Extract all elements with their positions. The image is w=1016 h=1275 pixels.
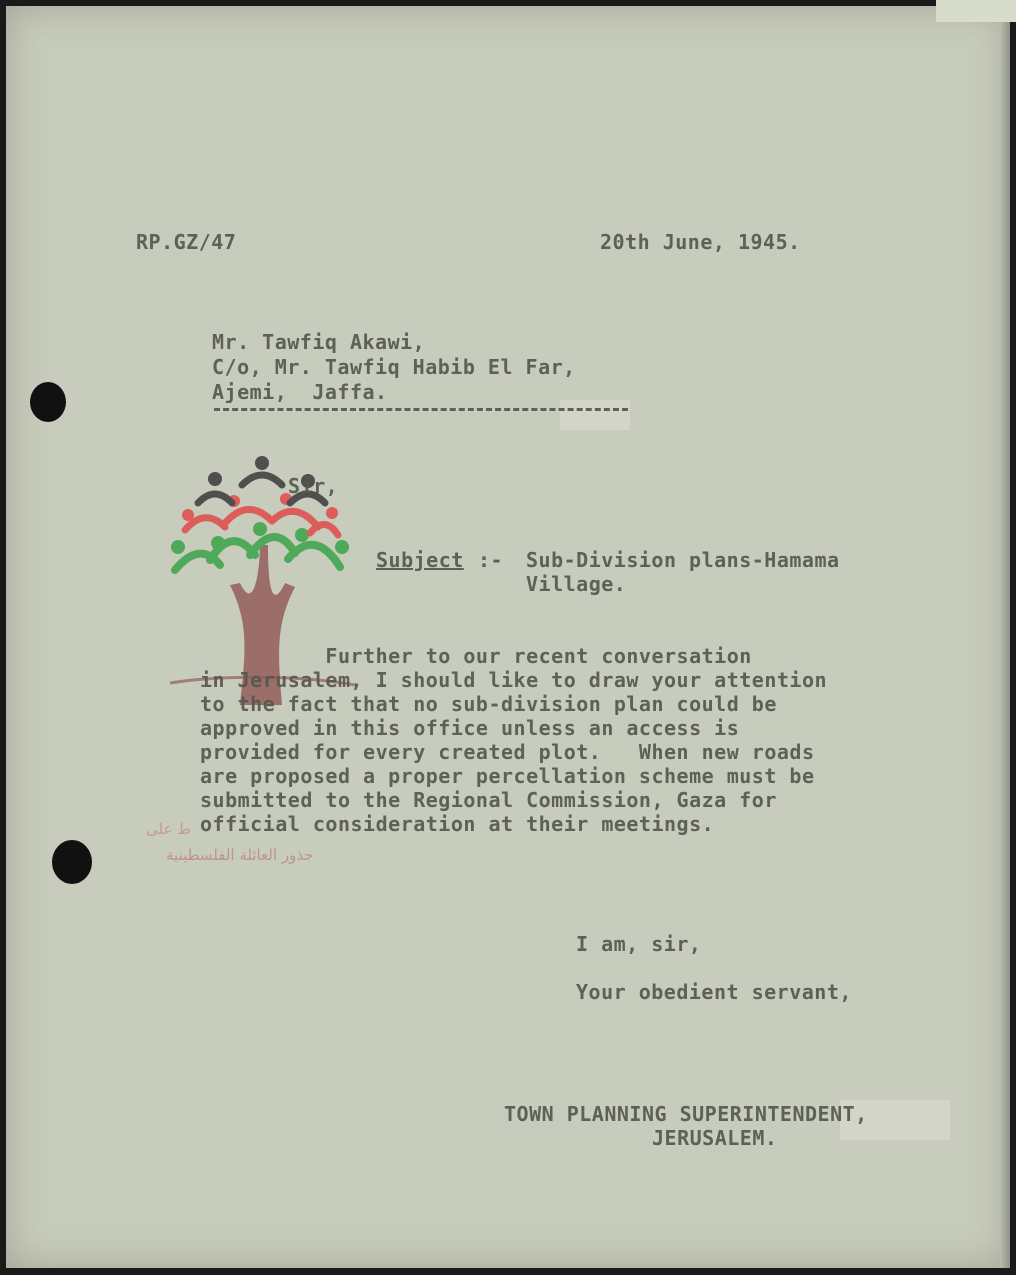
paper-corner [936, 0, 1016, 22]
body-line: approved in this office unless an access is [200, 716, 740, 740]
address-line: C/o, Mr. Tawfiq Habib El Far, [212, 355, 576, 379]
body-line: provided for every created plot. When new roads [200, 740, 815, 764]
watermark-text: ط على [146, 820, 192, 838]
body-line: official consideration at their meetings. [200, 812, 715, 836]
punch-hole [52, 840, 92, 884]
paper-edge [1000, 6, 1010, 1268]
body-line: Further to our recent conversation [200, 644, 752, 668]
subject-separator: :- [478, 548, 504, 572]
subject-line: Village. [526, 572, 627, 596]
body-line: submitted to the Regional Commission, Gaza for [200, 788, 777, 812]
closing-line: Your obedient servant, [576, 980, 852, 1004]
letter-paper [6, 6, 1009, 1268]
subject-label: Subject [376, 548, 464, 572]
closing-line: I am, sir, [576, 932, 702, 956]
address-line: Ajemi, Jaffa. [212, 380, 388, 404]
punch-hole [30, 382, 66, 422]
reference-number: RP.GZ/47 [136, 230, 237, 254]
paper-stain [560, 400, 630, 430]
letter-date: 20th June, 1945. [600, 230, 801, 254]
body-line: to the fact that no sub-division plan could be [200, 692, 777, 716]
subject-line: Sub-Division plans-Hamama [526, 548, 840, 572]
body-line: in Jerusalem, I should like to draw your attention [200, 668, 828, 692]
address-line: Mr. Tawfiq Akawi, [212, 330, 426, 354]
watermark-text: جذور العائلة الفلسطينية [166, 846, 314, 864]
signature-location: JERUSALEM. [652, 1126, 778, 1150]
address-underline [214, 408, 628, 411]
salutation: Sir, [288, 474, 339, 498]
signature-title: TOWN PLANNING SUPERINTENDENT, [504, 1102, 868, 1126]
body-line: are proposed a proper percellation scheme must be [200, 764, 815, 788]
